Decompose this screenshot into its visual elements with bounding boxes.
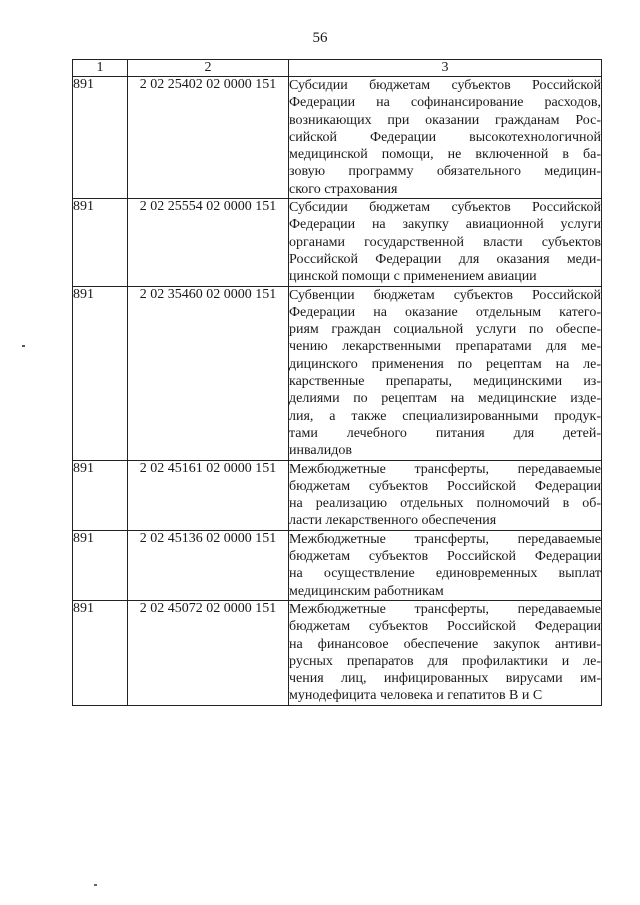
admin-code-cell: 891 [73,460,128,530]
description-line: дицинского применения по рецептам на ле- [289,356,601,372]
income-description-cell [289,199,602,286]
description-line: возникающих при оказании гражданам Рос- [289,112,601,128]
description-line: Межбюджетные трансферты, передаваемые [289,601,601,617]
description-line: на осуществление единовременных выплат [289,566,601,582]
description-line: Субсидии бюджетам субъектов Российской [289,78,601,93]
description-line: мунодефицита человека и гепатитов В и С [289,688,543,704]
description-line: бюджетам субъектов Российской Федерации [289,549,601,565]
scan-speck [94,884,97,886]
margin-speck [22,345,25,347]
description-line: на финансовое обеспечение закупок антиви- [289,636,601,652]
description-line: Федерации на софинансирование расходов, [289,95,601,111]
column-header-2: 2 [128,60,289,77]
admin-code-cell: 891 [73,77,128,199]
description-line: Федерации на закупку авиационной услуги [289,217,601,233]
admin-code-cell: 891 [73,600,128,705]
budget-classification-code-cell: 2 02 35460 02 0000 151 [128,286,289,460]
income-description-cell [289,530,602,600]
page-number: 56 [312,30,328,46]
description-line: Межбюджетные трансферты, передаваемые [289,531,601,547]
description-line: бюджетам субъектов Российской Федерации [289,619,601,635]
table-row [73,77,602,199]
admin-code-cell: 891 [73,286,128,460]
budget-classification-code-cell: 2 02 25402 02 0000 151 [128,77,289,199]
description-line: инвалидов [289,443,352,459]
description-line: тами лечебного питания для детей- [289,425,601,441]
table-row [73,530,602,600]
table-body [73,77,602,706]
admin-code-cell: 891 [73,530,128,600]
budget-classification-code-cell: 2 02 45161 02 0000 151 [128,460,289,530]
description-line: медицинской помощи, не включенной в ба- [289,147,601,163]
description-line: Субсидии бюджетам субъектов Российской [289,200,601,216]
income-description-cell [289,460,602,530]
budget-classification-code-cell: 2 02 45136 02 0000 151 [128,530,289,600]
income-description-cell [289,77,602,199]
description-line: медицинским работникам [289,583,444,599]
income-description-cell [289,600,602,705]
table-row [73,460,602,530]
description-line: органами государственной власти субъектов [289,234,601,250]
table-row [73,199,602,286]
description-line: чению лекарственными препаратами для ме- [289,339,601,355]
income-description-cell [289,286,602,460]
description-line: Межбюджетные трансферты, передаваемые [289,461,601,477]
description-line: лия, а также специализированными продук- [289,408,601,424]
column-header-3: 3 [289,60,602,77]
table-header-row [73,60,602,77]
budget-classification-code-cell: 2 02 45072 02 0000 151 [128,600,289,705]
description-line: сийской Федерации высокотехнологичной [289,129,601,145]
description-line: зовую программу обязательного медицин- [289,164,601,180]
table-row [73,286,602,460]
description-line: делиями по рецептам на медицинские изде- [289,391,601,407]
column-header-1: 1 [73,60,128,77]
description-line: русных препаратов для профилактики и ле- [289,653,601,669]
description-line: ского страхования [289,181,398,197]
budget-codes-table [72,59,602,706]
description-line: ласти лекарственного обеспечения [289,513,497,529]
table-row [73,600,602,705]
description-line: Субвенции бюджетам субъектов Российской [289,287,601,303]
admin-code-cell: 891 [73,199,128,286]
description-line: карственные препараты, медицинскими из- [289,374,601,390]
description-line: чения лиц, инфицированных вирусами им- [289,671,601,687]
description-line: бюджетам субъектов Российской Федерации [289,478,601,494]
description-line: цинской помощи с применением авиации [289,269,537,285]
description-line: риям граждан социальной услуги по обеспе- [289,322,601,338]
budget-classification-code-cell: 2 02 25554 02 0000 151 [128,199,289,286]
description-line: Федерации на оказание отдельным катего- [289,304,601,320]
description-line: на реализацию отдельных полномочий в об- [289,496,601,512]
description-line: Российской Федерации для оказания меди- [289,251,601,267]
